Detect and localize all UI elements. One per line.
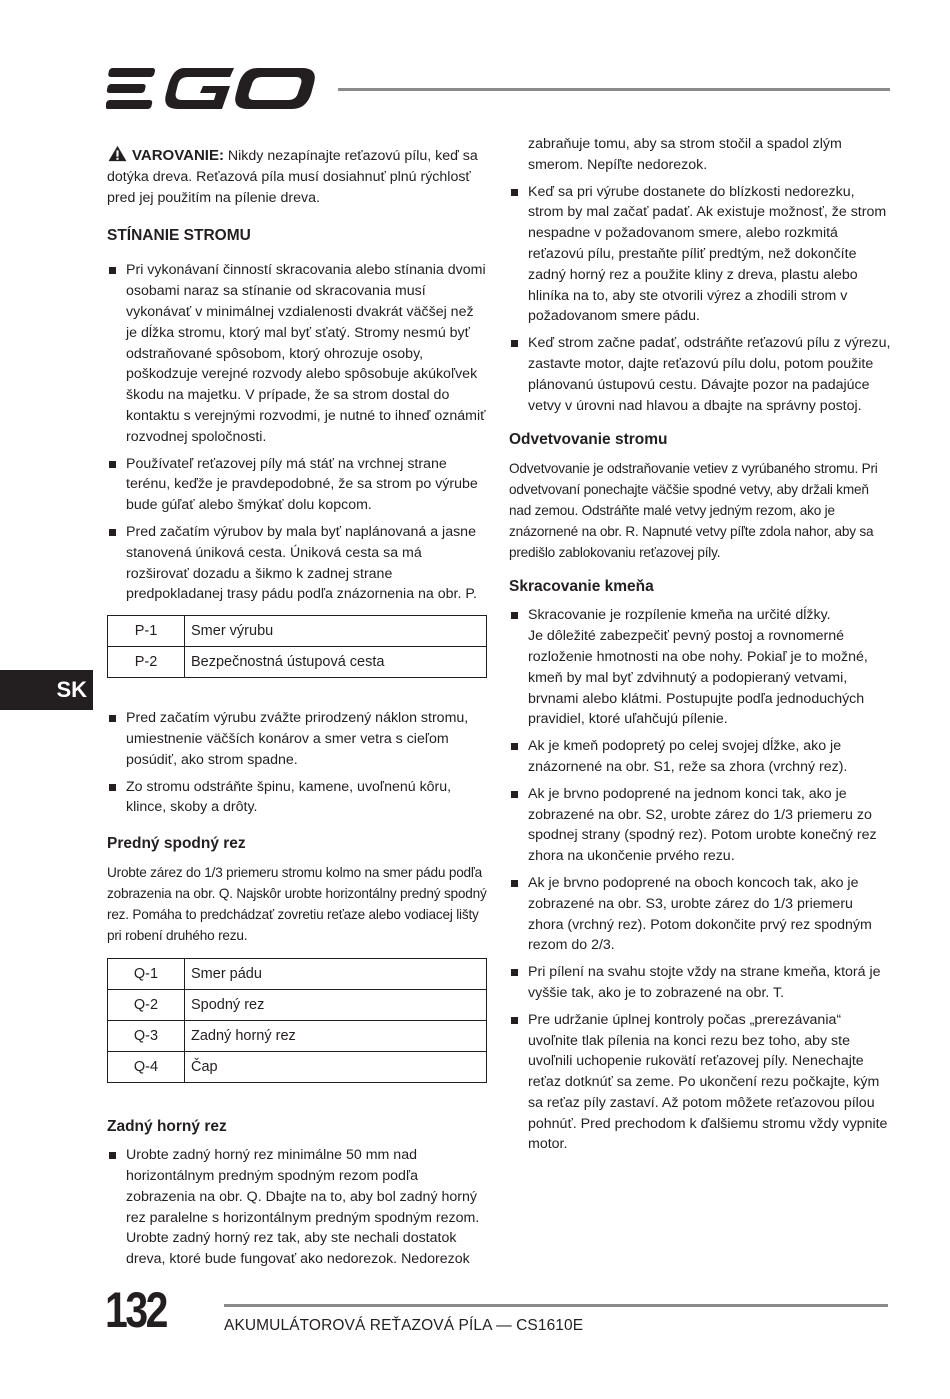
warning-triangle-icon: [107, 145, 128, 162]
table-cell-code: P-2: [108, 647, 185, 678]
table-row: [108, 616, 487, 647]
list-item: Urobte zadný horný rez minimálne 50 mm nad horizontálnym predným spodným rezom podľa zobrazenia na obr. Q. Dbajte na to, aby bol zadný horný rez paralelne s horizontálnym predným spodným rezom. Urobte zadný horný rez tak, aby ste nechali dostatok dreva, ktoré bude fungovať ako nedorezok. Nedorezok: [107, 1145, 487, 1270]
bucking-list: [509, 605, 891, 1155]
limbing-text: Odvetvovanie je odstraňovanie vetiev z vyrúbaného stromu. Pri odvetvovaní ponechajte väčšie spodné vetvy, aby držali kmeň nad zemou. Odstráňte malé vetvy jedným rezom, ako je znázornené na obr. R. Napnuté vetvy píľte zdola nahor, aby sa predišlo zablokovaniu reťazovej píly.: [509, 461, 878, 561]
limbing-heading: Odvetvovanie stromu: [509, 431, 668, 449]
back-cut-list: [107, 1145, 487, 1270]
header-rule: [338, 88, 890, 91]
right-column: [509, 134, 891, 1161]
table-q: [107, 958, 487, 1083]
warning-block: [107, 145, 487, 208]
list-item-continuation: zabraňuje tomu, aby sa strom stočil a spadol zlým smerom. Nepíľte nedorezok.: [528, 136, 842, 173]
front-cut-text: Urobte zárez do 1/3 priemeru stromu kolmo na smer pádu podľa zobrazenia na obr. Q. Najskôr urobte horizontálny predný spodný rez. Pomáha to predchádzať zovretiu reťaze alebo vodiacej lišty pri robení druhého rezu.: [107, 865, 487, 944]
list-item-text: Skracovanie je rozpílenie kmeňa na určité dĺžky.: [528, 607, 831, 624]
list-item: Pred začatím výrubov by mala byť naplánovaná a jasne stanovená úniková cesta. Úniková cesta sa má rozširovať dozadu a šikmo k zadnej strane predpokladanej trasy pádu podľa znázornenia na obr. P.: [107, 522, 487, 605]
list-item: Pre udržanie úplnej kontroly počas „prerezávania“ uvoľnite tlak pílenia na konci rezu bez toho, aby ste uvoľnili uchopenie rukovätí reťazovej píly. Nenechajte reťaz dotknúť sa zeme. Po ukončení rezu počkajte, kým sa reťaz píly zastaví. Až potom môžete reťazovou pílou pohnúť. Pred prechodom k ďalšiemu stromu vždy vypnite motor.: [509, 1010, 891, 1156]
back-cut-list-continued: [509, 134, 891, 416]
footer-rule: [224, 1304, 888, 1307]
table-cell-code: Q-2: [108, 990, 185, 1021]
bucking-heading: Skracovanie kmeňa: [509, 578, 654, 596]
table-row: [108, 1052, 487, 1083]
language-tab: SK: [0, 670, 93, 710]
list-item: [509, 605, 891, 730]
list-item: Ak je kmeň podopretý po celej svojej dĺžke, ako je znázornené na obr. S1, reže sa zhora (vrchný rez).: [509, 736, 891, 778]
table-cell-label: Spodný rez: [185, 990, 487, 1021]
list-item: Zo stromu odstráňte špinu, kamene, uvoľnenú kôru, klince, skoby a drôty.: [107, 777, 487, 819]
table-cell-code: Q-1: [108, 959, 185, 990]
list-item: Používateľ reťazovej píly má stáť na vrchnej strane terénu, keďže je pravdepodobné, že sa strom po výrube bude gúľať alebo šmýkať dolu kopcom.: [107, 454, 487, 516]
list-item-text: Je dôležité zabezpečiť pevný postoj a rovnomerné rozloženie hmotnosti na obe nohy. Pokiaľ je to možné, kmeň by mal byť zdvihnutý a podopieraný vetvami, brvnami alebo klátmi. Postupujte podľa jednoduchých pravidiel, ktoré uľahčujú pílenie.: [528, 628, 868, 728]
table-cell-label: Bezpečnostná ústupová cesta: [185, 647, 487, 678]
table-cell-label: Zadný horný rez: [185, 1021, 487, 1052]
list-item: Keď sa pri výrube dostanete do blízkosti nedorezku, strom by mal začať padať. Ak existuje možnosť, že strom nespadne v požadovanom smere, alebo rozkmitá reťazovú pílu, prestaňte píliť predtým, než dokončíte zadný horný rez a použite kliny z dreva, plastu alebo hliníka na to, aby ste otvorili výrez a zhodili strom v požadovanom smere pádu.: [509, 182, 891, 328]
footer-title: AKUMULÁTOROVÁ REŤAZOVÁ PÍLA — CS1610E: [224, 1317, 584, 1334]
left-column: [107, 145, 487, 1276]
table-row: [108, 990, 487, 1021]
felling-list-continued: [107, 708, 487, 818]
table-cell-label: Smer pádu: [185, 959, 487, 990]
table-cell-label: Smer výrubu: [185, 616, 487, 647]
back-cut-heading: Zadný horný rez: [107, 1118, 227, 1136]
table-cell-code: Q-3: [108, 1021, 185, 1052]
list-item: Ak je brvno podoprené na jednom konci tak, ako je zobrazené na obr. S2, urobte zárez do 1/3 priemeru zo spodnej strany (spodný rez). Potom urobte konečný rez zhora na ukončenie prvého rezu.: [509, 784, 891, 867]
felling-heading: STÍNANIE STROMU: [107, 227, 251, 245]
warning-label: VAROVANIE:: [132, 147, 224, 164]
warning-text: Nikdy nezapínajte reťazovú pílu, keď sa dotýka dreva. Reťazová píla musí dosiahnuť plnú rýchlosť pred jej použitím na pílenie dreva.: [107, 148, 478, 206]
front-cut-heading: Predný spodný rez: [107, 835, 246, 853]
table-row: [108, 959, 487, 990]
list-item: Pri pílení na svahu stojte vždy na strane kmeňa, ktorá je vyššie tak, ako je to zobrazené na obr. T.: [509, 962, 891, 1004]
list-item: Pri vykonávaní činností skracovania alebo stínania dvomi osobami naraz sa stínanie od skracovania musí vykonávať v minimálnej vzdialenosti dvakrát väčšej než je dĺžka stromu, ktorý mal byť sťatý. Stromy nesmú byť odstraňované spôsobom, ktorý ohrozuje osoby, poškodzuje verejné rozvody alebo spôsobuje akúkoľvek škodu na majetku. V prípade, že sa strom dostal do kontaktu s verejnými rozvodmi, je nutné to ihneď oznámiť rozvodnej spoločnosti.: [107, 260, 487, 447]
felling-list: [107, 260, 487, 605]
list-item: Pred začatím výrubu zvážte prirodzený náklon stromu, umiestnenie väčších konárov a smer vetra s cieľom posúdiť, ako strom spadne.: [107, 708, 487, 770]
table-cell-label: Čap: [185, 1052, 487, 1083]
page-number: 132: [105, 1282, 167, 1338]
table-row: [108, 1021, 487, 1052]
table-p: [107, 615, 487, 678]
list-item: Keď strom začne padať, odstráňte reťazovú pílu z výrezu, zastavte motor, dajte reťazovú pílu dolu, potom použite plánovanú ústupovú cestu. Dávajte pozor na padajúce vetvy v úrovni nad hlavou a dbajte na správny postoj.: [509, 333, 891, 416]
table-cell-code: P-1: [108, 616, 185, 647]
list-item: Ak je brvno podoprené na oboch koncoch tak, ako je zobrazené na obr. S3, urobte zárez do 1/3 priemeru zhora (vrchný rez). Potom dokončite prvý rez spodným rezom do 2/3.: [509, 873, 891, 956]
table-row: [108, 647, 487, 678]
ego-logo: [106, 66, 318, 112]
table-cell-code: Q-4: [108, 1052, 185, 1083]
